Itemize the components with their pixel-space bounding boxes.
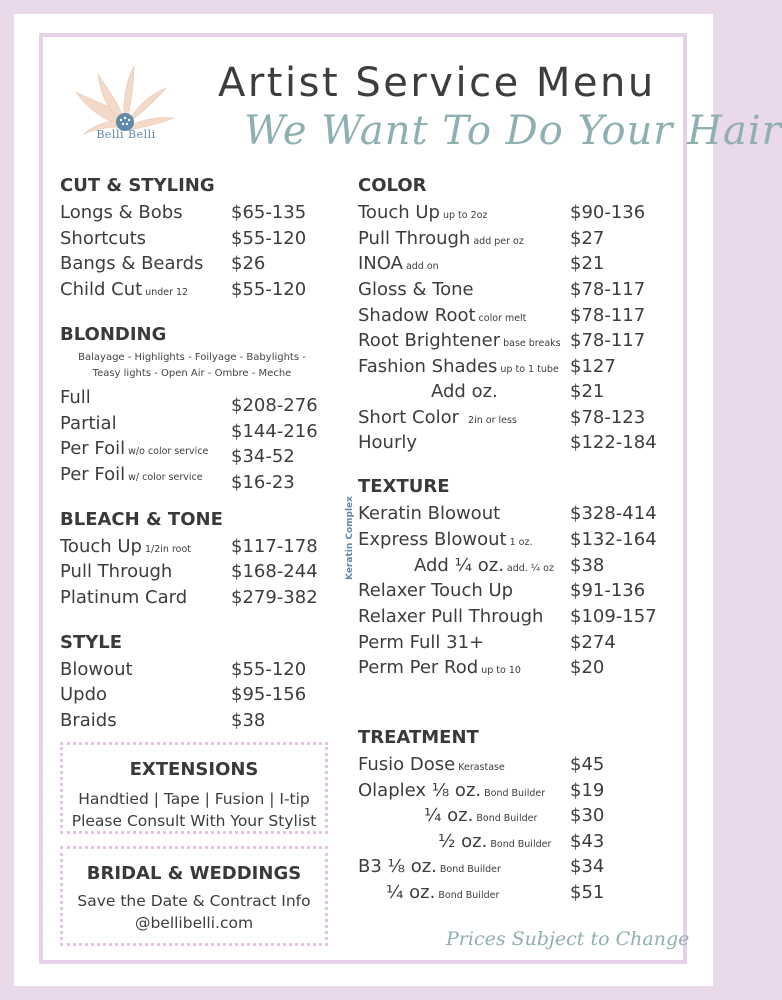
section-heading-style: STYLE (60, 632, 123, 653)
extensions-line-1: Handtied | Tape | Fusion | I-tip (78, 790, 310, 808)
bridal-line-2: @bellibelli.com (134, 914, 254, 932)
bridal-line-1: Save the Date & Contract Info (77, 892, 311, 910)
page-title: Artist Service Menu (218, 60, 656, 106)
section-heading-cut-styling: CUT & STYLING (60, 175, 215, 196)
keratin-complex-label: Keratin Complex (345, 496, 355, 580)
blonding-subtitle-2: Teasy lights - Open Air - Ombre - Meche (92, 368, 292, 379)
section-heading-texture: TEXTURE (358, 476, 450, 497)
extensions-line-2: Please Consult With Your Stylist (71, 812, 317, 830)
bridal-heading: BRIDAL & WEDDINGS (86, 863, 302, 884)
section-heading-bleach-tone: BLEACH & TONE (60, 509, 223, 530)
section-heading-color: COLOR (358, 175, 427, 196)
prices-disclaimer: Prices Subject to Change (446, 928, 690, 950)
blonding-subtitle-1: Balayage - Highlights - Foilyage - Babylights - (78, 352, 306, 363)
extensions-box (60, 742, 328, 834)
tagline: We Want To Do Your Hair (244, 108, 782, 154)
extensions-heading: EXTENSIONS (129, 759, 259, 780)
section-heading-treatment: TREATMENT (358, 727, 479, 748)
section-heading-blonding: BLONDING (60, 324, 167, 345)
bridal-box (60, 846, 328, 946)
brand-name: Belli Belli (96, 128, 156, 141)
